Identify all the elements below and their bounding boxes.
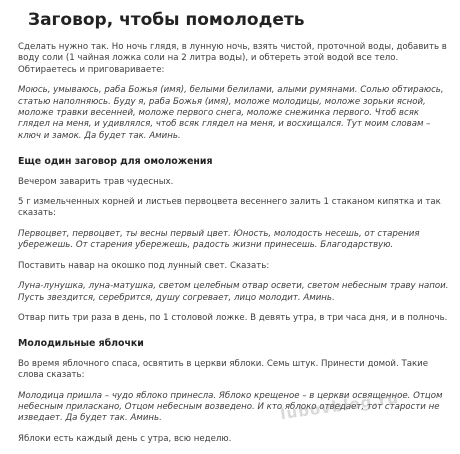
section3-paragraph-1: Во время яблочного спаса, освятить в церкви яблоки. Семь штук. Принести домой. Такие слова сказать: (18, 358, 429, 381)
spell-text-4: Молодица пришла – чудо яблоко принесла. Яблоко крещеное – в церкви освященное. Отцом небесным приласкано, Отцом небесным возведено. И кто яблоко отведает, тот старости не изведает. Да будет так. Аминь. (18, 390, 443, 424)
section2-paragraph-4: Поставить навар на окошко под лунный свет. Сказать: (18, 260, 270, 271)
spell-block-apples (18, 388, 450, 425)
section-heading-rejuvenation: Еще один заговор для омоложения (18, 156, 213, 168)
spell-text-3: Луна-лунушка, луна-матушка, светом целебным отвар освети, светом небесным траву напои. Пусть звездится, серебрится, душу согревает, лицо молодит. Аминь. (18, 281, 449, 303)
watermark: lubovblog.ru (279, 388, 400, 423)
section2-paragraph-2: 5 г измельченных корней и листьев первоцвета весеннего залить 1 стаканом кипятка и так сказать: (18, 197, 441, 219)
section-heading-apples: Молодильные яблочки (18, 338, 144, 350)
section3-paragraph-3: Яблоки есть каждый день с утра, всю неделю. (18, 433, 232, 444)
section2-paragraph-1: Вечером заварить трав чудесных. (18, 176, 174, 187)
intro-paragraph: Сделать нужно так. Но ночь глядя, в лунную ночь, взять чистой, проточной воды, добавить в воду соли (1 чайная ложка соли на 2 литра воды), и обтереть этой водой все тело. Обтираетесь и приговариваете: (18, 42, 447, 75)
page-title: Заговор, чтобы помолодеть (28, 10, 305, 30)
article-body (18, 42, 450, 454)
section2-paragraph-6: Отвар пить три раза в день, по 1 столовой ложке. В девять утра, в три часа дня, и в полночь. (18, 312, 448, 323)
spell-text-2: Первоцвет, первоцвет, ты весны первый цвет. Юность, молодость несешь, от старения убережешь. От старения убережешь, радость жизни принесешь. Благодарствую. (18, 228, 420, 251)
spell-text-1: Моюсь, умываюсь, раба Божья (имя), белыми белилами, алыми румянами. Солью обтираюсь, статью наполняюсь. Буду я, раба Божья (имя), моложе молодицы, моложе зорьки ясной, моложе травки весенней, моложе первого снега, моложе снежинка первого. Чтоб всяк глядел на меня, и удивлялся, чтоб всяк глядел на меня, и восхищался. Тут моим словам – ключ и замок. Да будет так. Аминь. (18, 85, 444, 141)
